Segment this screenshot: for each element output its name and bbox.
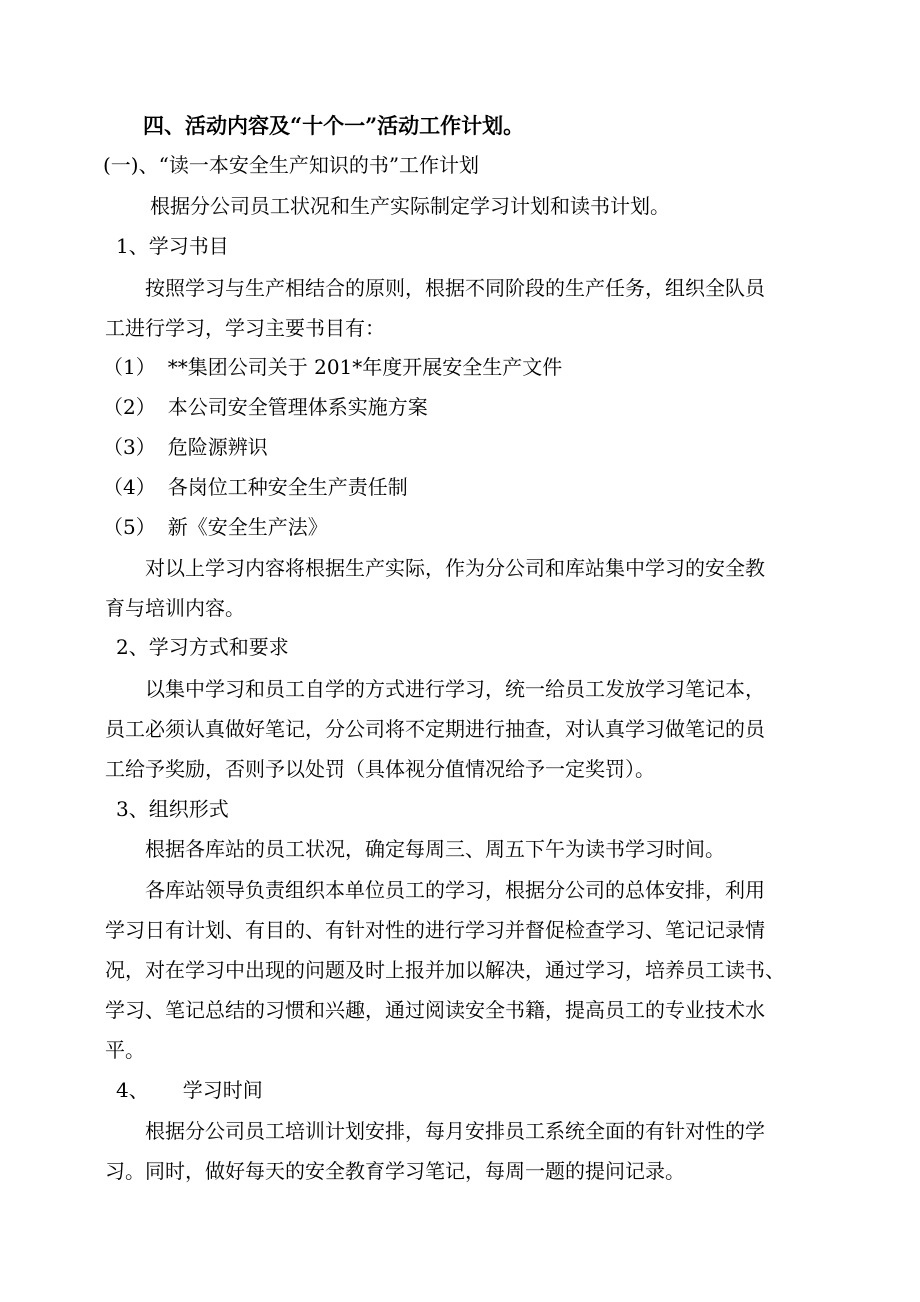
book-list-item <box>103 513 328 541</box>
item4-heading <box>116 1076 263 1104</box>
item3-paragraph: 根据各库站的员工状况，确定每周三、周五下午为读书学习时间。 <box>145 837 725 861</box>
book-title: 本公司安全管理体系实施方案 <box>167 395 428 419</box>
item1-para-line: 工进行学习，学习主要书目有： <box>105 316 385 340</box>
item2-line: 工给予奖励，否则予以处罚（具体视分值情况给予一定奖罚）。 <box>105 757 655 781</box>
item3-line: 学习日有计划、有目的、有针对性的进行学习并督促检查学习、笔记记录情 <box>105 918 765 942</box>
item3-line: 各库站领导负责组织本单位员工的学习，根据分公司的总体安排，利用 <box>145 878 765 902</box>
section-heading: 四、活动内容及“十个一”活动工作计划。 <box>143 113 525 138</box>
item2-line: 员工必须认真做好笔记，分公司将不定期进行抽查，对认真学习做笔记的员 <box>105 717 765 741</box>
item3-line: 学习、笔记总结的习惯和兴趣，通过阅读安全书籍，提高员工的专业技术水 <box>105 998 765 1022</box>
book-number: （3） <box>103 435 156 459</box>
item4-title: 学习时间 <box>182 1078 263 1102</box>
book-number: （4） <box>103 475 156 499</box>
item2-line: 以集中学习和员工自学的方式进行学习，统一给员工发放学习笔记本， <box>145 677 765 701</box>
book-title: 新《安全生产法》 <box>167 515 328 539</box>
book-title: 各岗位工种安全生产责任制 <box>167 475 408 499</box>
item1-closing-line: 对以上学习内容将根据生产实际，作为分公司和库站集中学习的安全教 <box>145 556 765 580</box>
item4-line: 习。同时，做好每天的安全教育学习笔记，每周一题的提问记录。 <box>105 1159 685 1183</box>
book-title: 危险源辨识 <box>167 435 268 459</box>
book-number: （1） <box>103 355 156 379</box>
item1-para-line: 按照学习与生产相结合的原则，根据不同阶段的生产任务，组织全队员 <box>145 276 765 300</box>
item3-line: 平。 <box>105 1038 145 1062</box>
item1-title: 1、学习书目 <box>116 234 229 258</box>
intro-paragraph: 根据分公司员工状况和生产实际制定学习计划和读书计划。 <box>150 194 670 218</box>
item4-number: 4、 <box>116 1078 149 1102</box>
book-list-item <box>103 473 408 501</box>
item4-line: 根据分公司员工培训计划安排，每月安排员工系统全面的有针对性的学 <box>145 1119 765 1143</box>
item3-line: 况，对在学习中出现的问题及时上报并加以解决，通过学习，培养员工读书、 <box>105 958 785 982</box>
item2-title: 2、学习方式和要求 <box>116 635 289 659</box>
item1-closing-line: 育与培训内容。 <box>105 596 245 620</box>
sub-heading: (一)、“读一本安全生产知识的书”工作计划 <box>103 153 480 177</box>
item3-title: 3、组织形式 <box>116 797 229 821</box>
book-list-item <box>103 393 428 421</box>
book-number: （5） <box>103 515 156 539</box>
book-title: **集团公司关于 201*年度开展安全生产文件 <box>167 355 563 379</box>
book-list-item <box>103 433 268 461</box>
book-number: （2） <box>103 395 156 419</box>
book-list-item <box>103 353 562 381</box>
